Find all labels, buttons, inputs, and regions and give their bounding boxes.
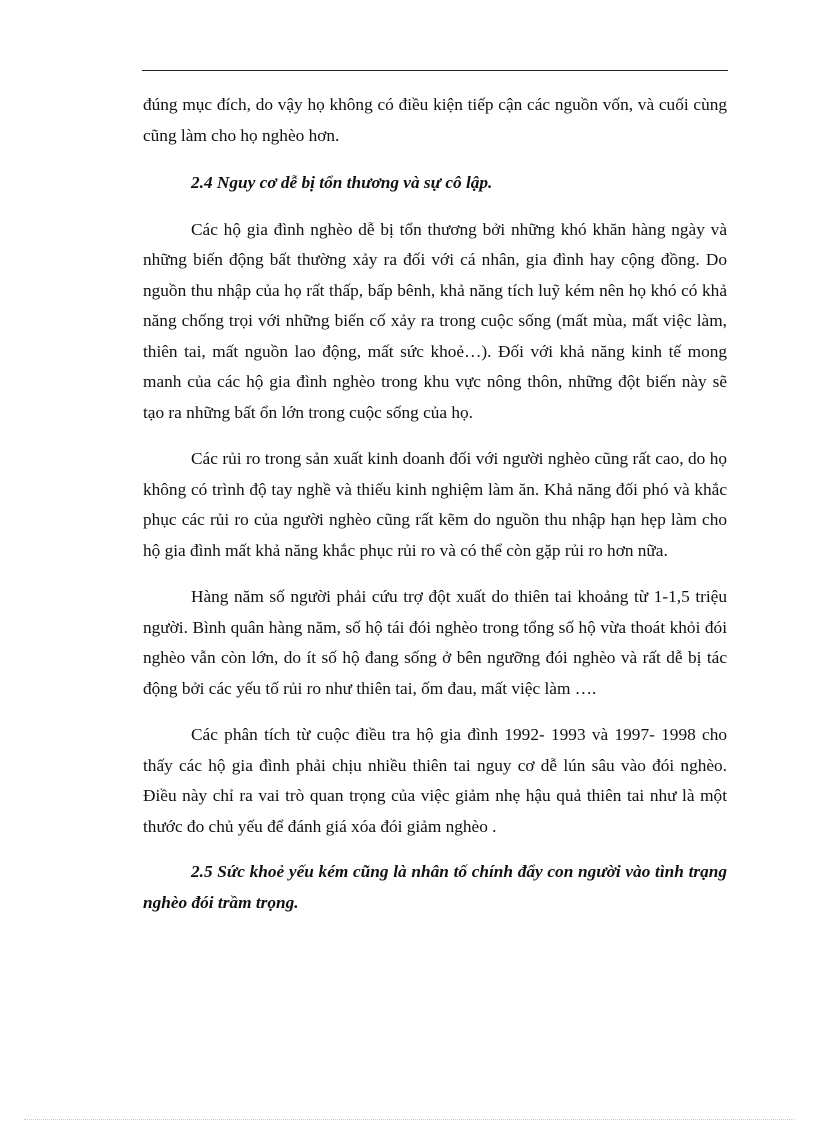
section-heading-2-5: 2.5 Sức khoẻ yếu kém cũng là nhân tố chính đẩy con người vào tình trạng nghèo đói trầm trọng. — [143, 862, 727, 912]
paragraph-relief: Hàng năm số người phải cứu trợ đột xuất do thiên tai khoảng từ 1-1,5 triệu người. Bình quân hàng năm, số hộ tái đói nghèo trong tổng số hộ vừa thoát khỏi đói nghèo vẫn còn lớn, do ít số hộ đang sống ở bên ngưỡng đói nghèo và rất dễ bị tác động bởi các yếu tố rủi ro như thiên tai, ốm đau, mất việc làm …. — [143, 587, 727, 698]
paragraph-continued: đúng mục đích, do vậy họ không có điều kiện tiếp cận các nguồn vốn, và cuối cùng cũng làm cho họ nghèo hơn. — [143, 95, 727, 145]
paragraph-risks: Các rủi ro trong sản xuất kinh doanh đối với người nghèo cũng rất cao, do họ không có trình độ tay nghề và thiếu kinh nghiệm làm ăn. Khả năng đối phó và khắc phục các rủi ro của người nghèo cũng rất kẽm do nguồn thu nhập hạn hẹp làm cho hộ gia đình mất khả năng khắc phục rủi ro và có thể còn gặp rủi ro hơn nữa. — [143, 449, 727, 560]
paragraph-vulnerability: Các hộ gia đình nghèo dễ bị tổn thương bởi những khó khăn hàng ngày và những biến động bất thường xảy ra đối với cá nhân, gia đình hay cộng đồng. Do nguồn thu nhập của họ rất thấp, bấp bênh, khả năng tích luỹ kém nên họ khó có khả năng chống trọi với những biến cố xảy ra trong cuộc sống (mất mùa, mất việc làm, thiên tai, mất nguồn lao động, mất sức khoẻ…). Đối với khả năng kinh tế mong manh của các hộ gia đình nghèo trong khu vực nông thôn, những đột biến này sẽ tạo ra những bất ổn lớn trong cuộc sống của họ. — [143, 219, 727, 422]
paragraph-survey: Các phân tích từ cuộc điều tra hộ gia đình 1992- 1993 và 1997- 1998 cho thấy các hộ gia đình phải chịu nhiều thiên tai nguy cơ dễ lún sâu vào đói nghèo. Điều này chỉ ra vai trò quan trọng của việc giảm nhẹ hậu quả thiên tai như là một thước đo chủ yếu để đánh giá xóa đói giảm nghèo . — [143, 725, 727, 836]
section-heading-2-4: 2.4 Nguy cơ dễ bị tổn thương và sự cô lập. — [191, 173, 493, 192]
document-page — [143, 90, 727, 918]
header-rule — [142, 70, 728, 71]
footer-dotted-rule — [24, 1119, 794, 1120]
